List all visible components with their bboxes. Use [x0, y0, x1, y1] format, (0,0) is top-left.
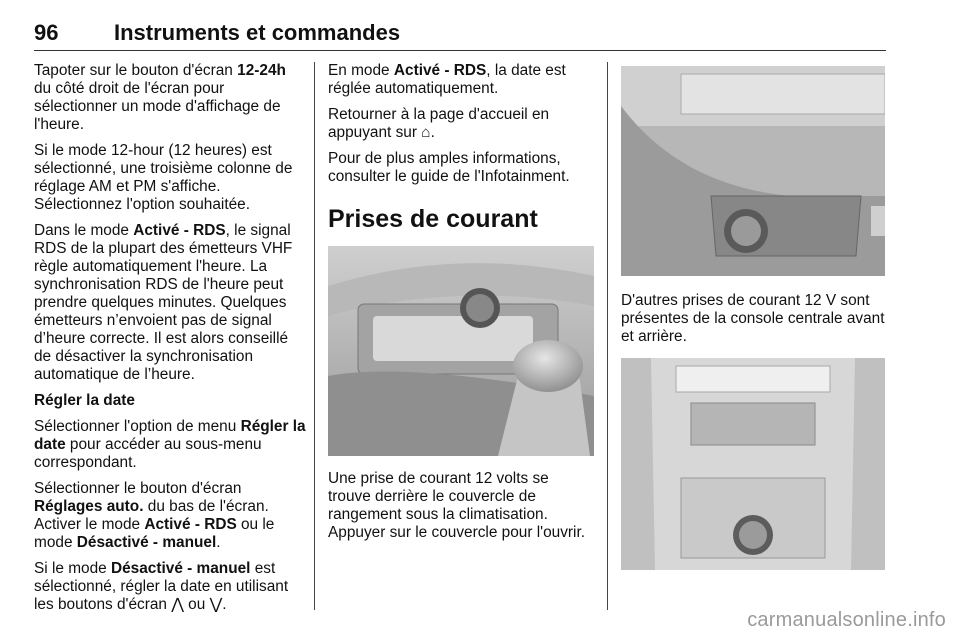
watermark: carmanualsonline.info	[747, 609, 946, 631]
subheading: Régler la date	[34, 392, 135, 409]
power-outlet-photo-rear	[621, 358, 885, 570]
column-left	[34, 62, 306, 622]
power-outlet-photo-console	[621, 66, 885, 276]
paragraph: Pour de plus amples informations, consulter le guide de l'Infotainment.	[328, 150, 570, 185]
column-right	[621, 62, 887, 570]
section-title: Prises de courant	[328, 205, 538, 233]
paragraph: Si le mode Désactivé - manuel est sélectionné, régler la date en utilisant les boutons d'écran ⋀ ou ⋁.	[34, 560, 289, 613]
page-header	[34, 18, 886, 51]
power-outlet-photo-front	[328, 246, 594, 456]
page-title: Instruments et commandes	[114, 20, 401, 45]
paragraph: Tapoter sur le bouton d'écran 12-24h du côté droit de l'écran pour sélectionner un mode d'affichage de l'heure.	[34, 62, 286, 133]
home-icon: ⌂	[421, 124, 431, 141]
column-divider	[607, 62, 608, 610]
paragraph: En mode Activé - RDS, la date est réglée automatiquement.	[328, 62, 566, 97]
paragraph: Sélectionner l'option de menu Régler la date pour accéder au sous-menu correspondant.	[34, 418, 306, 471]
column-divider	[314, 62, 315, 610]
figure-caption: D'autres prises de courant 12 V sont présentes de la console centrale avant et arrière.	[621, 292, 885, 345]
column-middle	[328, 62, 594, 550]
figure-caption: Une prise de courant 12 volts se trouve derrière le couvercle de rangement sous la climatisation. Appuyer sur le couvercle pour l'ouvrir.	[328, 470, 586, 541]
page-number: 96	[34, 20, 59, 45]
paragraph: Si le mode 12-hour (12 heures) est sélectionné, une troisième colonne de réglage AM et PM s'affiche. Sélectionnez l'option souhaitée.	[34, 142, 293, 213]
paragraph: Dans le mode Activé - RDS, le signal RDS de la plupart des émetteurs VHF règle automatiquement l'heure. La synchronisation RDS de l'heure peut prendre quelques minutes. Quelques émetteurs n’envoient pas de signal d’heure correcte. Il est alors conseillé de désactiver la synchronisation automatique de l’heure.	[34, 222, 293, 383]
paragraph: Retourner à la page d'accueil en appuyant sur ⌂.	[328, 106, 550, 141]
paragraph: Sélectionner le bouton d'écran Réglages auto. du bas de l'écran. Activer le mode Activé - RDS ou le mode Désactivé - manuel.	[34, 480, 275, 551]
